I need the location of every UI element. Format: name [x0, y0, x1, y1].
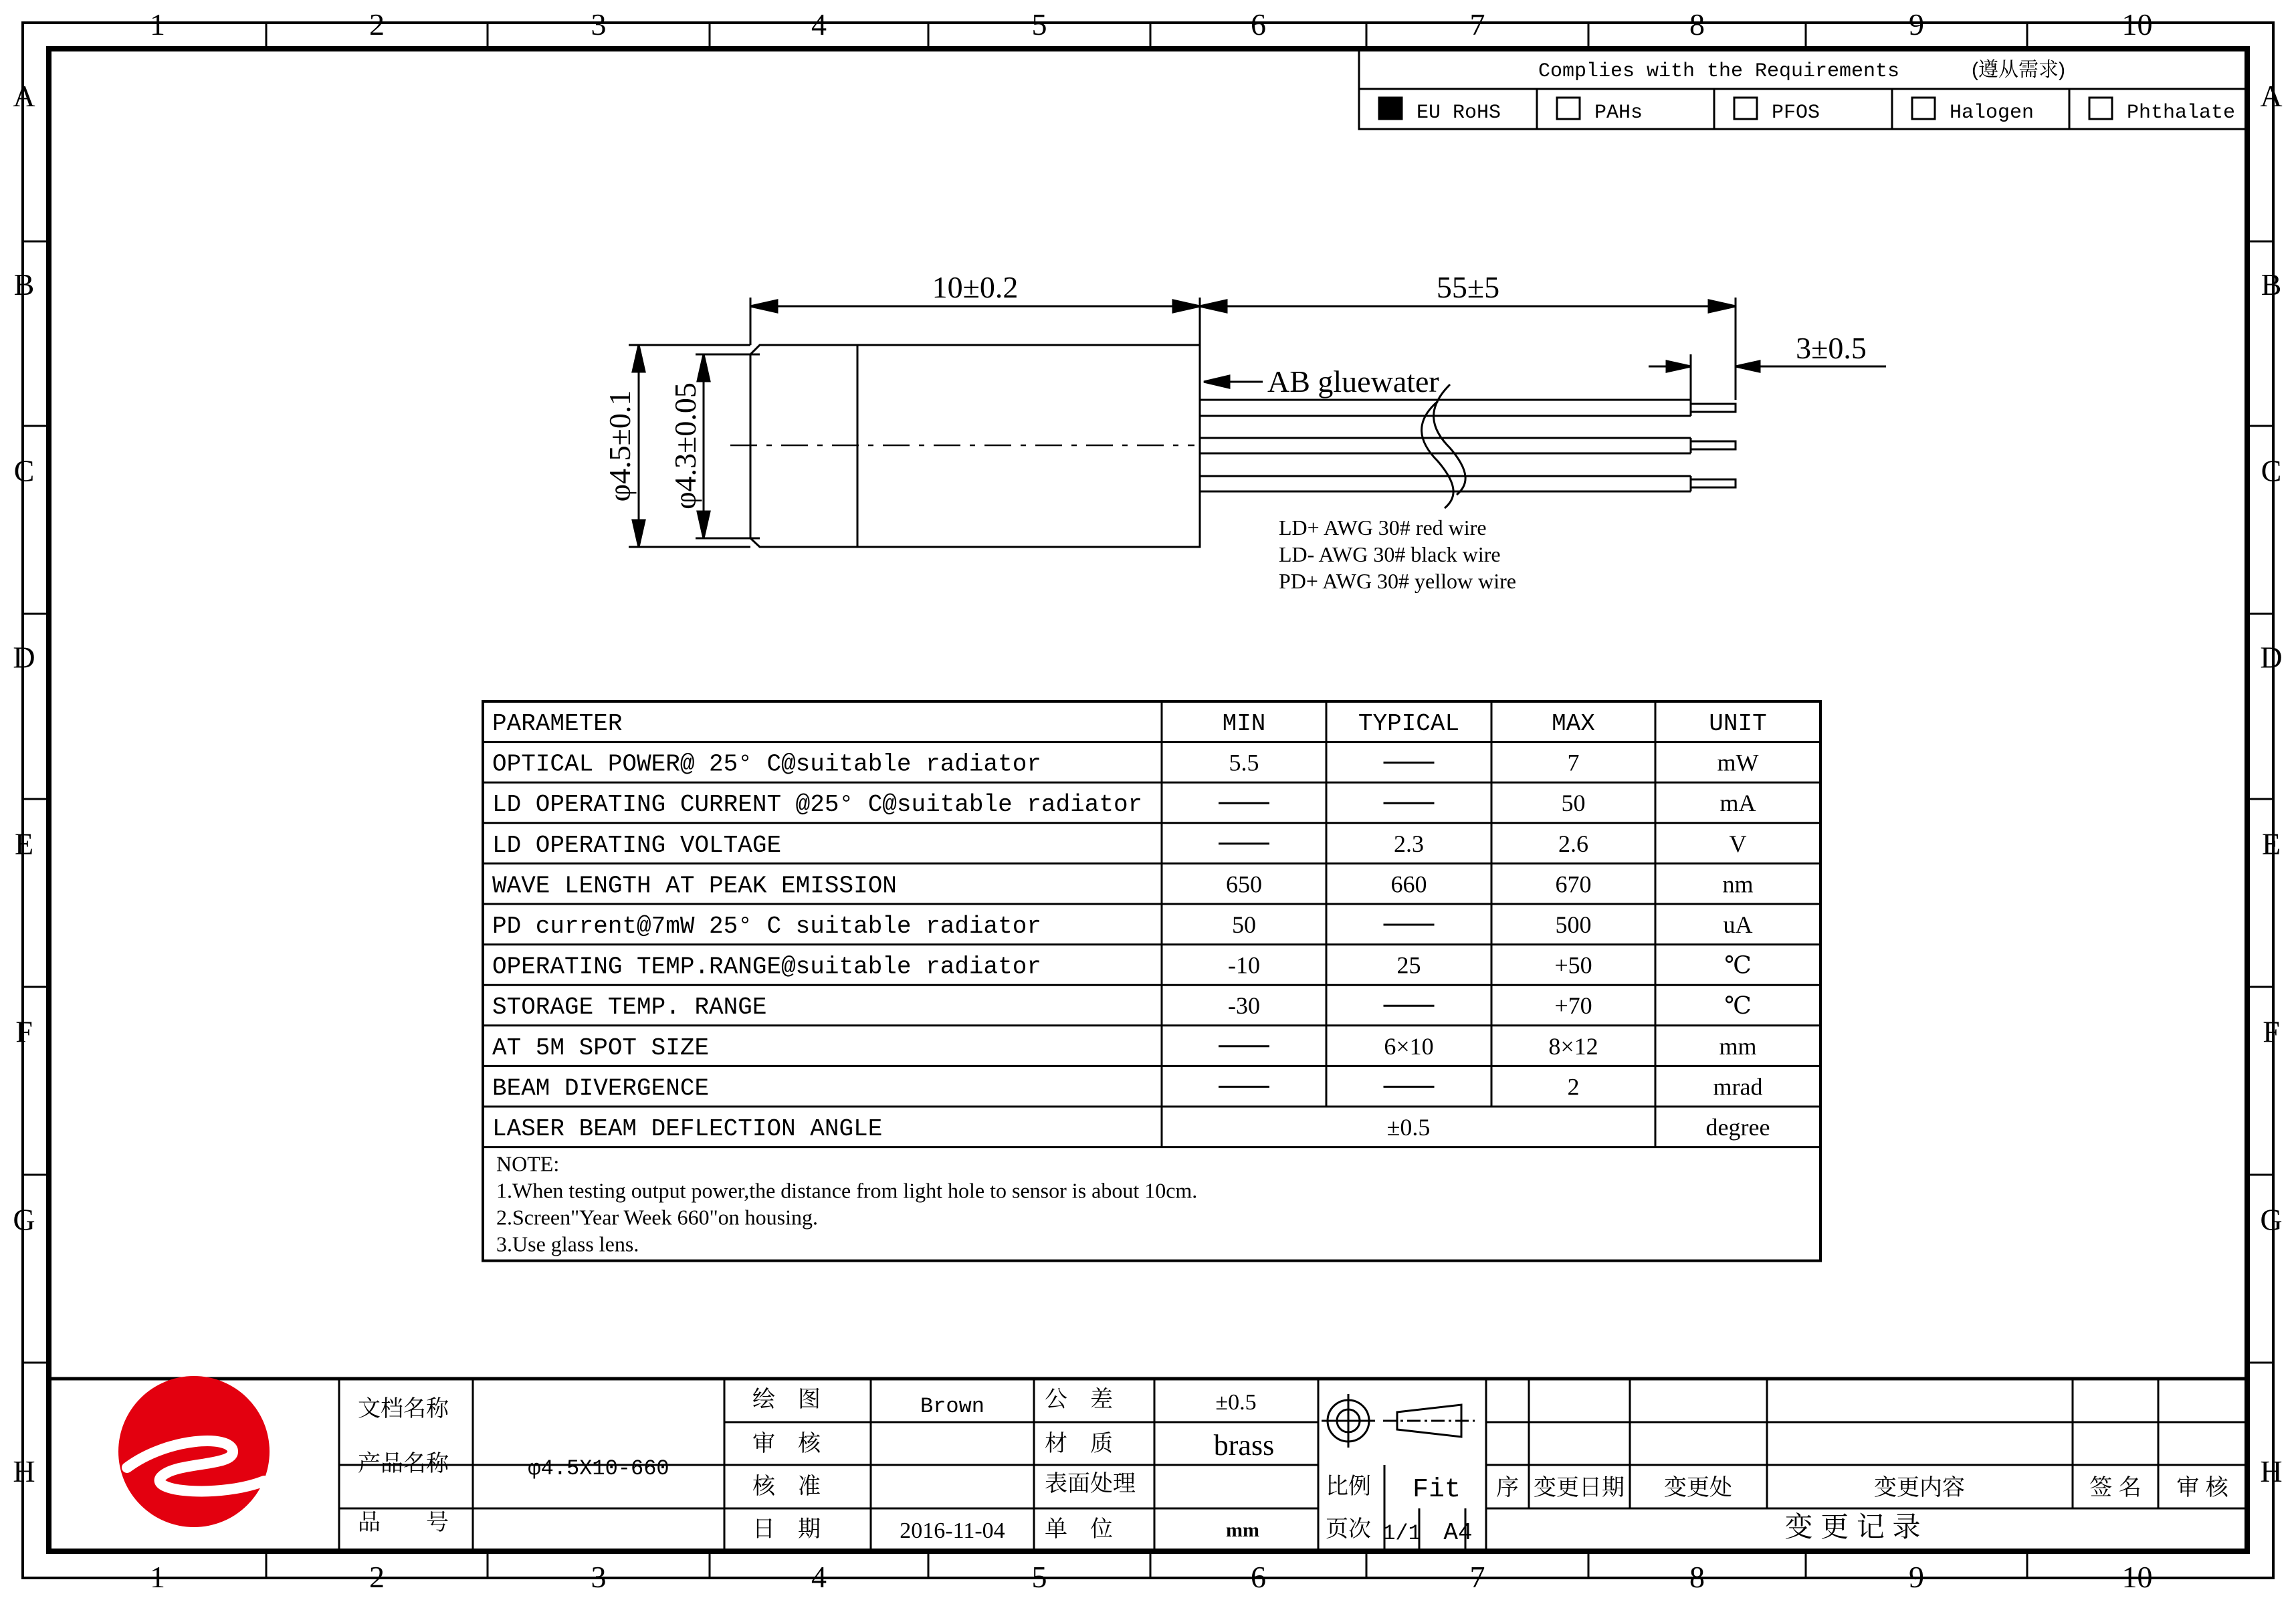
zone-col-label-top: 8: [1689, 7, 1705, 41]
zone-col-label-top: 1: [150, 7, 165, 41]
wire-label-red: LD+ AWG 30# red wire: [1279, 516, 1487, 540]
table-note-line: 1.When testing output power,the distance from light hole to sensor is about 10cm.: [496, 1178, 1198, 1203]
typical-cell: 6×10: [1384, 1032, 1434, 1060]
zone-row-label-right: D: [2260, 640, 2283, 675]
dim-strip-length: 3±0.5: [1796, 331, 1867, 365]
compliance-box: [1359, 49, 2247, 129]
max-cell: 8×12: [1548, 1032, 1598, 1060]
zone-labels: [13, 7, 2282, 1594]
zone-col-label-top: 7: [1469, 7, 1485, 41]
zone-row-label-left: C: [13, 453, 35, 488]
page-label: 页次: [1326, 1516, 1371, 1542]
zone-row-label-right: E: [2261, 826, 2281, 861]
revision-header-date: 变更日期: [1534, 1475, 1625, 1500]
typical-cell: 660: [1390, 871, 1427, 898]
min-cell: 50: [1232, 911, 1256, 938]
zone-row-label-left: F: [15, 1014, 33, 1049]
min-cell: -10: [1228, 951, 1260, 979]
zone-col-label-top: 3: [591, 7, 607, 41]
outer-frame: [23, 23, 2273, 1578]
min-cell: 650: [1226, 871, 1262, 898]
unit-value: mm: [1226, 1519, 1259, 1541]
zone-row-label-left: D: [13, 640, 35, 675]
revision-header-signature: 签 名: [2089, 1475, 2142, 1500]
zone-col-label-top: 4: [811, 7, 827, 41]
unit-cell: V: [1729, 830, 1747, 857]
max-cell: +50: [1554, 951, 1592, 979]
max-cell: 50: [1561, 790, 1586, 817]
product-name-label: 产品名称: [358, 1451, 449, 1476]
wires: [1200, 384, 1736, 508]
unit-label: 单 位: [1045, 1516, 1113, 1542]
zone-row-label-right: B: [2261, 267, 2282, 302]
compliance-label: PAHs: [1594, 102, 1643, 124]
unit-cell: mm: [1719, 1032, 1757, 1060]
unit-cell: nm: [1722, 871, 1754, 898]
unit-cell: ℃: [1724, 951, 1752, 979]
parameter-cell: OPTICAL POWER@ 25° C@suitable radiator: [492, 750, 1041, 778]
zone-row-label-left: E: [14, 826, 34, 861]
tolerance-value: ±0.5: [1215, 1390, 1257, 1415]
compliance-title-cn: (遵从需求): [1972, 59, 2065, 81]
projection-symbol-icon: [1322, 1394, 1475, 1448]
zone-row-label-right: G: [2260, 1202, 2283, 1237]
glue-label: AB gluewater: [1267, 364, 1439, 398]
table-header-unit: UNIT: [1709, 710, 1767, 737]
doc-name-label: 文档名称: [358, 1396, 449, 1421]
spec-table: [483, 701, 1820, 1261]
zone-ticks: [23, 23, 2273, 1578]
unit-cell: mrad: [1713, 1073, 1763, 1101]
dim-lead-length: 55±5: [1436, 270, 1500, 304]
max-cell: 670: [1555, 871, 1592, 898]
table-note-line: 3.Use glass lens.: [496, 1232, 639, 1256]
sheet-size-value: A4: [1443, 1519, 1473, 1547]
parameter-cell: WAVE LENGTH AT PEAK EMISSION: [492, 872, 897, 900]
product-name-value: φ4.5X10-660: [528, 1456, 669, 1481]
deflection-value-cell: ±0.5: [1386, 1114, 1431, 1141]
scale-value: Fit: [1412, 1475, 1461, 1505]
company-logo-icon: [118, 1376, 270, 1527]
parameter-cell: PD current@7mW 25° C suitable radiator: [492, 913, 1041, 940]
table-header-parameter: PARAMETER: [492, 710, 623, 737]
material-label: 材 质: [1045, 1431, 1113, 1456]
drawn-label: 绘 图: [752, 1387, 821, 1412]
zone-col-label-top: 9: [1909, 7, 1924, 41]
table-note-line: 2.Screen"Year Week 660"on housing.: [496, 1205, 818, 1230]
zone-row-label-right: A: [2260, 79, 2283, 113]
compliance-label: EU RoHS: [1417, 102, 1501, 124]
revision-header-content: 变更内容: [1874, 1475, 1965, 1500]
zone-col-label-top: 6: [1251, 7, 1266, 41]
zone-row-label-left: G: [13, 1202, 35, 1237]
unit-cell: ℃: [1724, 992, 1752, 1020]
approved-label: 核 准: [752, 1474, 821, 1499]
compliance-label: PFOS: [1772, 102, 1820, 124]
parameter-cell: AT 5M SPOT SIZE: [492, 1034, 710, 1062]
zone-col-label-bottom: 5: [1031, 1560, 1047, 1594]
compliance-checkbox: [1379, 98, 1402, 119]
material-value: brass: [1213, 1429, 1275, 1462]
typical-cell: 2.3: [1394, 830, 1424, 857]
compliance-checkbox: [1557, 98, 1580, 119]
wire-label-yellow: PD+ AWG 30# yellow wire: [1279, 569, 1516, 593]
compliance-label: Phthalate: [2127, 102, 2236, 124]
parameter-cell: STORAGE TEMP. RANGE: [492, 994, 767, 1022]
min-cell: 5.5: [1229, 749, 1259, 776]
zone-col-label-bottom: 9: [1909, 1560, 1924, 1594]
max-cell: +70: [1554, 992, 1592, 1020]
zone-col-label-top: 5: [1031, 7, 1047, 41]
zone-col-label-bottom: 10: [2121, 1560, 2153, 1594]
zone-col-label-bottom: 4: [811, 1560, 827, 1594]
zone-col-label-bottom: 8: [1689, 1560, 1705, 1594]
zone-col-label-bottom: 7: [1469, 1560, 1485, 1594]
compliance-checkbox: [2089, 98, 2112, 119]
compliance-title: Complies with the Requirements: [1538, 60, 1900, 83]
min-cell: -30: [1228, 992, 1260, 1020]
unit-cell: mA: [1719, 790, 1756, 817]
table-header-min: MIN: [1222, 710, 1266, 737]
revision-header-review: 审 核: [2176, 1475, 2228, 1500]
typical-cell: 25: [1396, 951, 1421, 979]
table-header-typical: TYPICAL: [1358, 710, 1460, 737]
table-note-line: NOTE:: [496, 1151, 560, 1176]
zone-col-label-bottom: 2: [369, 1560, 385, 1594]
unit-cell: mW: [1717, 749, 1759, 776]
date-value: 2016-11-04: [900, 1518, 1005, 1543]
parameter-cell: OPERATING TEMP.RANGE@suitable radiator: [492, 953, 1041, 981]
revision-header-seq: 序: [1496, 1475, 1519, 1500]
zone-row-label-right: F: [2263, 1014, 2280, 1049]
surface-label: 表面处理: [1045, 1471, 1136, 1496]
unit-cell: uA: [1723, 911, 1753, 938]
zone-col-label-bottom: 1: [150, 1560, 165, 1594]
compliance-label: Halogen: [1950, 102, 2034, 124]
revision-header-location: 变更处: [1664, 1475, 1732, 1500]
drawn-value: Brown: [920, 1394, 985, 1419]
zone-row-label-right: H: [2260, 1454, 2283, 1488]
max-cell: 7: [1567, 749, 1580, 776]
revision-record-title: 变 更 记 录: [1784, 1511, 1921, 1542]
dim-outer-diameter: φ4.5±0.1: [603, 390, 637, 502]
date-label: 日 期: [752, 1516, 821, 1542]
wire-label-black: LD- AWG 30# black wire: [1279, 542, 1501, 566]
unit-cell: degree: [1705, 1114, 1770, 1141]
inner-frame: [49, 49, 2247, 1551]
parameter-cell: LASER BEAM DEFLECTION ANGLE: [492, 1115, 883, 1143]
zone-row-label-left: B: [13, 267, 35, 302]
parameter-cell: BEAM DIVERGENCE: [492, 1074, 710, 1103]
zone-col-label-top: 2: [369, 7, 385, 41]
tolerance-label: 公 差: [1045, 1387, 1113, 1412]
checked-label: 审 核: [752, 1431, 821, 1456]
zone-row-label-right: C: [2261, 453, 2282, 488]
max-cell: 2: [1567, 1073, 1580, 1101]
zone-col-label-top: 10: [2121, 7, 2153, 41]
compliance-checkbox: [1912, 98, 1935, 119]
part-number-label: 品 号: [358, 1510, 449, 1535]
max-cell: 2.6: [1558, 830, 1588, 857]
component-drawing: [629, 298, 1886, 547]
parameter-cell: LD OPERATING CURRENT @25° C@suitable radiator: [492, 791, 1143, 819]
compliance-checkbox: [1734, 98, 1757, 119]
table-header-max: MAX: [1552, 710, 1595, 737]
dim-inner-diameter: φ4.3±0.05: [668, 382, 702, 509]
zone-col-label-bottom: 3: [591, 1560, 607, 1594]
scale-label: 比例: [1326, 1474, 1371, 1499]
zone-row-label-left: A: [13, 79, 35, 113]
max-cell: 500: [1555, 911, 1592, 938]
zone-col-label-bottom: 6: [1251, 1560, 1266, 1594]
dim-length: 10±0.2: [932, 270, 1019, 304]
parameter-cell: LD OPERATING VOLTAGE: [492, 831, 782, 859]
zone-row-label-left: H: [13, 1454, 35, 1488]
page-value: 1/1: [1382, 1521, 1421, 1546]
